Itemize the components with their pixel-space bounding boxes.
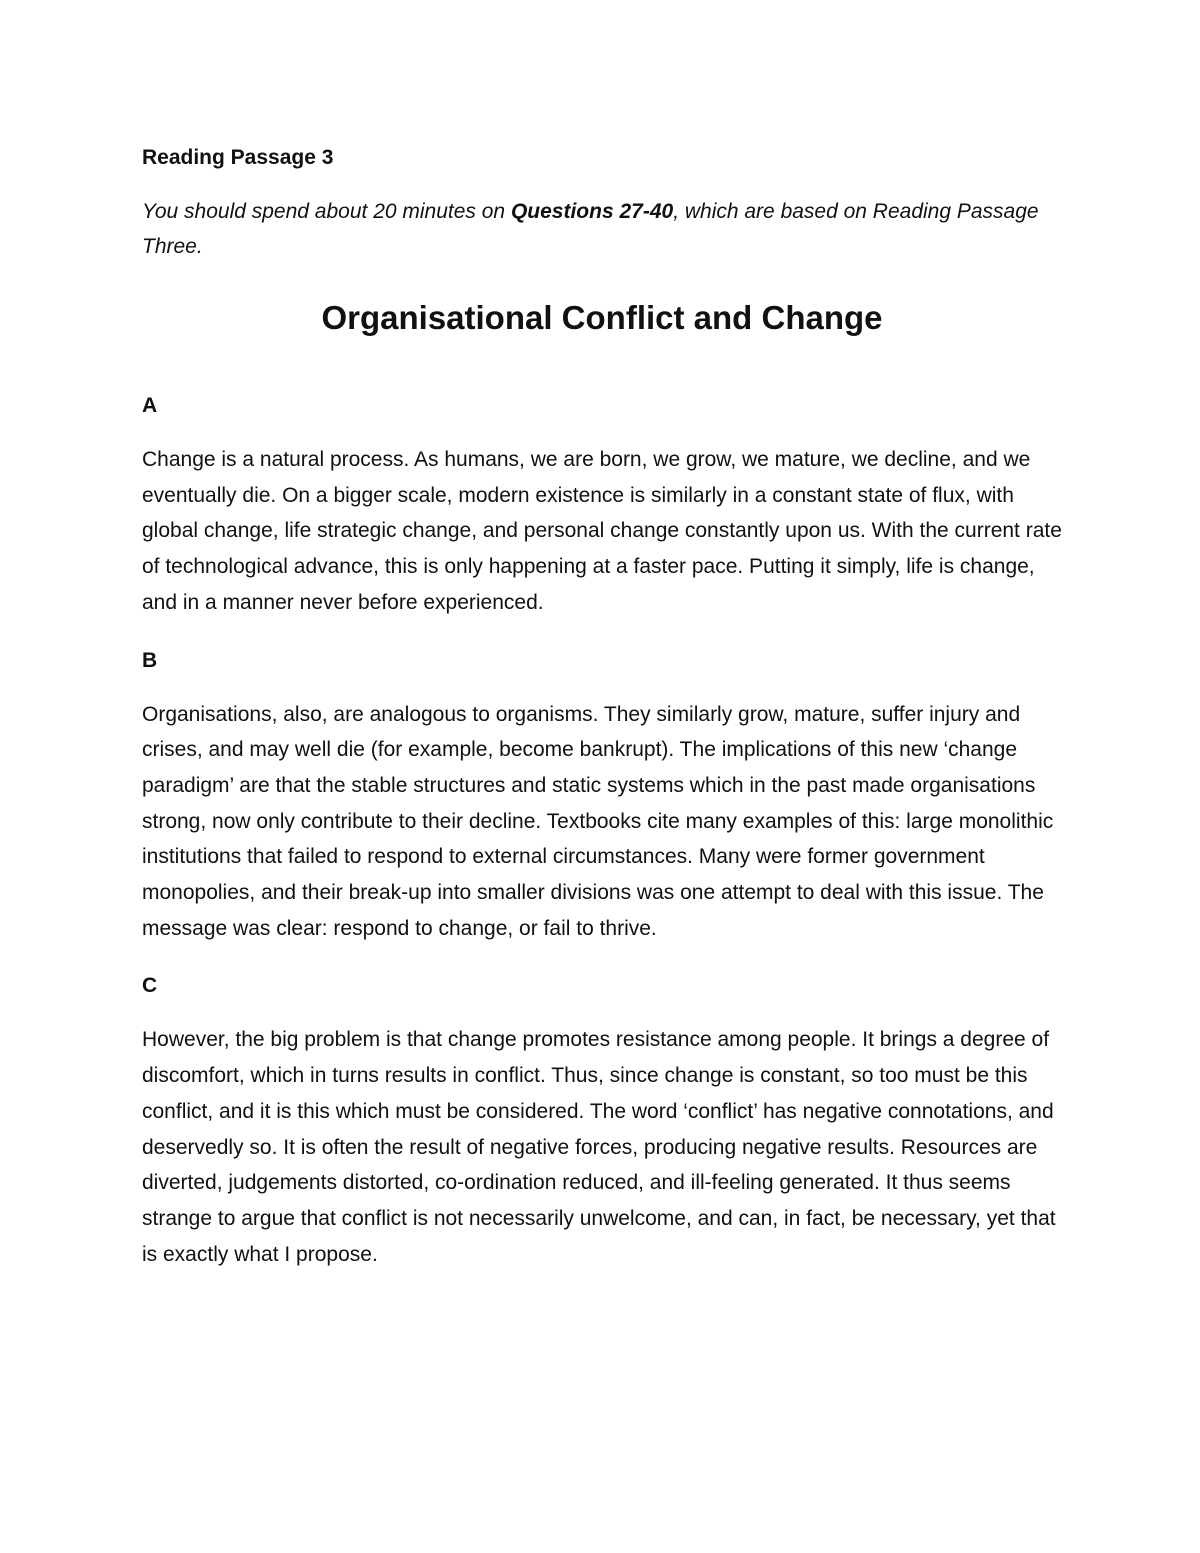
section-letter: C xyxy=(142,974,158,998)
instruction-after: , which are based on Reading Passage Three. xyxy=(142,200,1039,258)
instruction-before: You should spend about 20 minutes on xyxy=(142,200,511,223)
section-b xyxy=(142,643,1062,947)
section-paragraph: However, the big problem is that change promotes resistance among people. It brings a degree of discomfort, which in turns results in conflict. Thus, since change is constant, so too must be this conflict, and it is this which must be considered. The word ‘conflict’ has negative connotations, and deservedly so. It is often the result of negative forces, producing negative results. Resources are diverted, judgements distorted, co-ordination reduced, and ill-feeling generated. It thus seems strange to argue that conflict is not necessarily unwelcome, and can, in fact, be necessary, yet that is exactly what I propose. xyxy=(142,1028,1056,1266)
section-paragraph: Organisations, also, are analogous to organisms. They similarly grow, mature, suffer injury and crises, and may well die (for example, become bankrupt). The implications of this new ‘change paradigm’ are that the stable structures and static systems which in the past made organisations strong, now only contribute to their decline. Textbooks cite many examples of this: large monolithic institutions that failed to respond to external circumstances. Many were former government monopolies, and their break-up into smaller divisions was one attempt to deal with this issue. The message was clear: respond to change, or fail to thrive. xyxy=(142,702,1054,940)
section-paragraph: Change is a natural process. As humans, we are born, we grow, we mature, we decline, and we eventually die. On a bigger scale, modern existence is similarly in a constant state of flux, with global change, life strategic change, and personal change constantly upon us. With the current rate of technological advance, this is only happening at a faster pace. Putting it simply, life is change, and in a manner never before experienced. xyxy=(142,448,1062,614)
instruction-text xyxy=(142,194,1062,264)
passage-label: Reading Passage 3 xyxy=(142,146,334,169)
document-page xyxy=(142,140,1062,1272)
section-c xyxy=(142,968,1062,1272)
section-a xyxy=(142,388,1062,621)
section-letter: A xyxy=(142,394,158,417)
passage-title: Organisational Conflict and Change xyxy=(321,299,883,336)
section-letter: B xyxy=(142,648,158,672)
questions-reference: Questions 27-40 xyxy=(510,200,674,223)
